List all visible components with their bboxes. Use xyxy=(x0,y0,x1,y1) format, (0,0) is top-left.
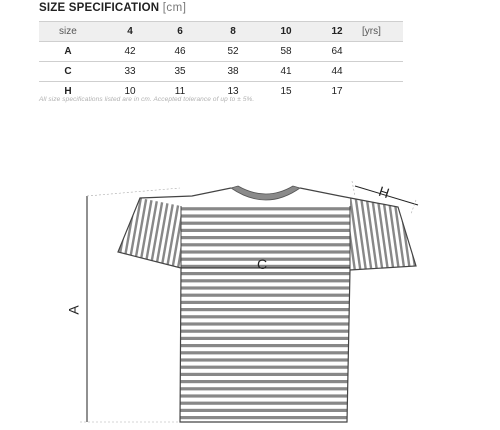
row-label-a: A xyxy=(64,46,72,57)
header-8: 8 xyxy=(230,26,236,37)
stripe xyxy=(170,286,360,289)
stripe xyxy=(415,195,429,275)
stripe xyxy=(170,294,360,297)
stripe xyxy=(170,229,360,232)
stripe xyxy=(170,322,360,325)
stripe xyxy=(170,351,360,354)
stripe xyxy=(170,402,360,405)
table-cell: 64 xyxy=(331,46,343,57)
spec-title-text: SIZE SPECIFICATION xyxy=(39,2,160,14)
stripe xyxy=(170,308,360,311)
stripe xyxy=(170,358,360,361)
label-a: A xyxy=(65,305,82,315)
stripe xyxy=(170,387,360,390)
table-cell: 44 xyxy=(331,66,343,77)
stripe xyxy=(170,315,360,318)
measure-h-right-guide xyxy=(411,200,416,214)
stripe xyxy=(170,366,360,369)
header-4: 4 xyxy=(127,26,133,37)
table-cell: 58 xyxy=(280,46,292,57)
table-cell: 42 xyxy=(124,46,136,57)
body-stripes xyxy=(170,272,360,419)
stripe xyxy=(170,337,360,340)
stripe xyxy=(170,243,360,246)
stripe xyxy=(104,196,120,275)
label-h: H xyxy=(376,182,392,202)
table-cell: 33 xyxy=(124,66,136,77)
row-label-h: H xyxy=(64,86,72,97)
table-cell: 41 xyxy=(280,66,292,77)
stripe xyxy=(170,330,360,333)
stripe xyxy=(170,380,360,383)
measure-h-left-guide xyxy=(352,181,355,196)
row-label-c: C xyxy=(64,66,72,77)
stripe xyxy=(170,416,360,419)
table-cell: 10 xyxy=(124,86,136,97)
stripe xyxy=(170,373,360,376)
header-10: 10 xyxy=(280,26,292,37)
header-6: 6 xyxy=(177,26,183,37)
measure-a-top-guide xyxy=(87,188,180,196)
spec-title-unit: [cm] xyxy=(162,2,187,14)
stripe xyxy=(110,196,126,275)
table-cell: 17 xyxy=(331,86,343,97)
stripe xyxy=(170,394,360,397)
table-cell: 35 xyxy=(174,66,186,77)
table-cell: 11 xyxy=(174,86,186,97)
stripe xyxy=(170,279,360,282)
table-cell: 15 xyxy=(280,86,292,97)
stripe xyxy=(170,222,360,225)
stripe xyxy=(170,250,360,253)
stripe xyxy=(170,236,360,239)
tolerance-note: All size specifications listed are in cm. Accepted tolerance of up to ± 5%. xyxy=(39,96,255,103)
label-c: C xyxy=(257,256,268,272)
table-cell: 52 xyxy=(227,46,239,57)
table-cell: 46 xyxy=(174,46,186,57)
header-12: 12 xyxy=(331,26,343,37)
stripe xyxy=(170,272,360,275)
stripe xyxy=(170,409,360,412)
stripe xyxy=(170,214,360,217)
stripe xyxy=(170,301,360,304)
stripe xyxy=(170,207,360,210)
table-cell: 38 xyxy=(227,66,239,77)
header-size: size xyxy=(59,26,77,37)
table-cell: 13 xyxy=(227,86,239,97)
stripe xyxy=(170,344,360,347)
header-yrs: [yrs] xyxy=(362,26,381,37)
